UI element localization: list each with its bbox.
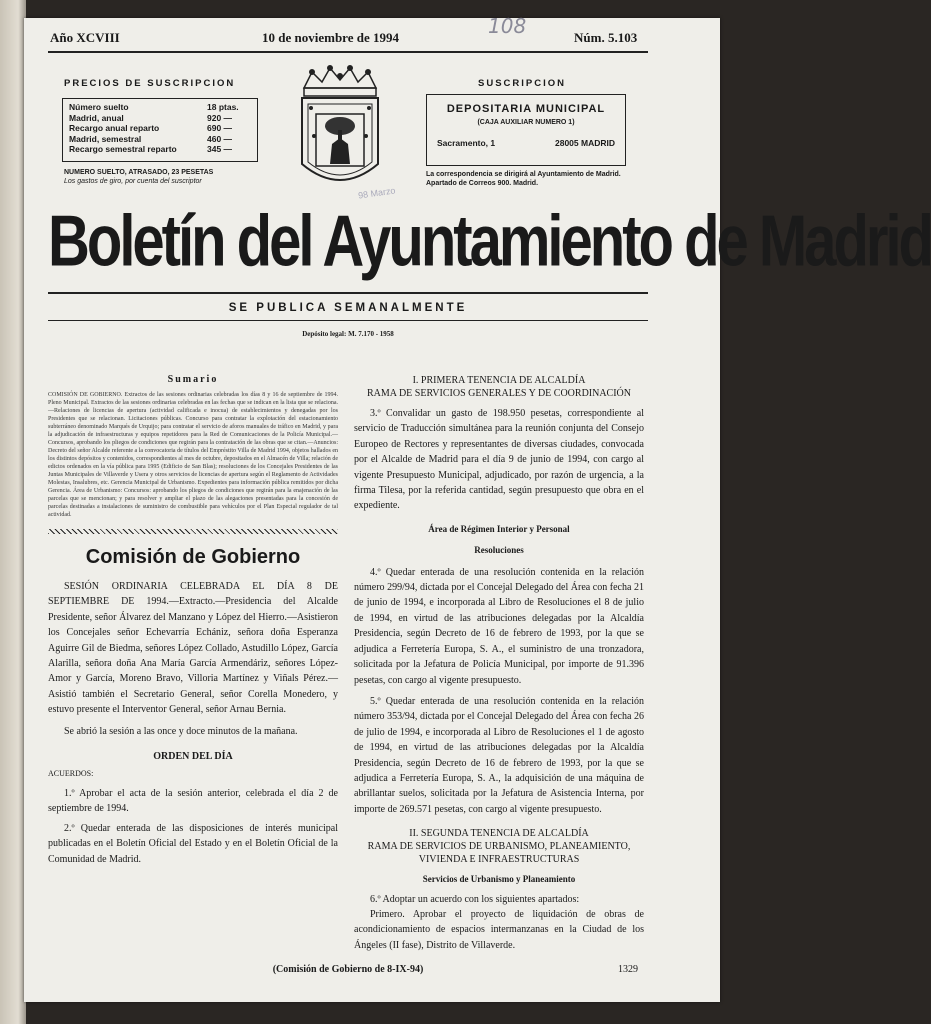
area-heading: Área de Régimen Interior y Personal <box>428 523 570 534</box>
masthead-rule <box>48 292 648 294</box>
agreement-2: 2.º Quedar enterada de las disposiciones de interés municipal publicadas en el Boletín Oficial del Estado y en el Boletín Oficial de la Comunidad de Madrid. <box>48 822 338 865</box>
summary-text: COMISIÓN DE GOBIERNO. Extractos de las sesiones ordinarias celebradas los días 8 y 16 de septiembre de 1994. Pleno Municipal. Extractos de las sesiones ordinarias celebradas en las fechas que se indican en la lista que se relaciona.—Relaciones de licencias de apertura (actividad calificada e inocua) de establecimientos y denegadas por los Presidentes que se relacionan. Licitaciones públicas. Concurso para contratar la explotación del estacionamiento subterráneo denominado Marqués de Urquijo; para contratar el servicio de aforos manuales de tráfico en Madrid, y para la adjudicación de infraestructuras y equipos repetidores para la Red de Comunicaciones de la Policía Municipal.—Concursos, aprobando los pliegos de condiciones que regirán para la contratación de las obras que se citan.—Anuncios: Decreto del señor Alcalde referente a la convocatoria de títulos del Empréstito Villa de Madrid 1994, objetos hallados en los distintos depósitos y contenidos, correspondientes al mes de octubre, depositados en el Almacén de Villa; relación de edictos ordenados en la vía pública para 1995 (Edificio de San Blas); resoluciones de los Concejales Presidentes de las Juntas Municipales de Villaverde y Usera y otros servicios de licencias de apertura según el Reglamento de Actividades Molestas, Insalubres, etc. Gerencia Municipal de Urbanismo. Expedientes para información pública remitidos por dicha Gerencia. Área de Urbanismo: Concursos: aprobando los pliegos de condiciones que regirán para la enajenación de las parcelas que se mencionan; y para resolver y ampliar el plazo de las alegaciones presentadas para la concesión de parcelas destinadas a instalaciones de suministro de combustible para vehículos por el Plan Especial regulador de tal actividad. <box>48 392 338 518</box>
section-title: Comisión de Gobierno <box>85 546 301 568</box>
office-name: DEPOSITARIA MUNICIPAL <box>446 103 606 115</box>
subscription-heading: SUSCRIPCION <box>478 78 566 89</box>
page-number: 1329 <box>618 964 638 975</box>
legal-deposit: Depósito legal: M. 7.170 - 1958 <box>302 330 394 338</box>
office-aux: (CAJA AUXILIAR NUMERO 1) <box>477 119 575 126</box>
second-tenency-branch: RAMA DE SERVICIOS DE URBANISMO, PLANEAMIENTO, VIVIENDA E INFRAESTRUCTURAS <box>367 841 631 866</box>
agreement-1: 1.º Aprobar el acta de la sesión anterior, celebrada el día 2 de septiembre de 1994. <box>48 787 338 815</box>
second-tenency-heading: II. SEGUNDA TENENCIA DE ALCALDÍA <box>409 828 589 840</box>
price-note-2: Los gastos de giro, por cuenta del suscriptor <box>64 178 202 185</box>
section-divider <box>48 529 338 534</box>
price-label: Recargo semestral reparto <box>69 144 177 154</box>
year-label: Año XCVIII <box>50 30 120 45</box>
issue-number: Núm. 5.103 <box>574 30 638 45</box>
price-value: 920 — <box>207 112 233 123</box>
first-tenency-branch: RAMA DE SERVICIOS GENERALES Y DE COORDINACIÓN <box>366 388 632 399</box>
item-3: 3.º Convalidar un gasto de 198.950 pesetas, correspondiente al servicio de Traducción simultánea para la reunión conjunta del Consejo Europeo de Rectores y representantes de diversas ciudades, convocada por el Alcalde de Madrid para el día 9 de junio de 1994, con cargo al vigente Presupuesto Municipal, adjudicado, por razón de urgencia, a la firma Tilesa, por la referida cantidad, según presupuesto que obra en el expediente. <box>354 408 644 512</box>
top-rule <box>48 51 648 53</box>
price-notes <box>64 168 264 186</box>
first-tenency-heading: I. PRIMERA TENENCIA DE ALCALDÍA <box>412 375 586 386</box>
masthead-title: Boletín del Ayuntamiento de Madrid <box>48 200 931 282</box>
subscription-note: La correspondencia se dirigirá al Ayuntamiento de Madrid. Apartado de Correos 900. Madrid. <box>426 171 621 187</box>
issue-date: 10 de noviembre de 1994 <box>262 30 399 45</box>
price-label: Recargo anual reparto <box>69 123 160 133</box>
tagline-rule <box>48 320 648 321</box>
newspaper-page <box>24 14 931 1002</box>
agreements-label: ACUERDOS: <box>48 769 94 779</box>
office-city: 28005 MADRID <box>555 138 615 148</box>
item-6: 6.º Adoptar un acuerdo con los siguientes apartados: <box>370 893 580 905</box>
footer-reference: (Comisión de Gobierno de 8-IX-94) <box>272 964 424 975</box>
prices-heading: PRECIOS DE SUSCRIPCION <box>64 78 236 89</box>
subscription-box <box>426 94 626 166</box>
weekly-tagline: SE PUBLICA SEMANALMENTE <box>228 302 468 314</box>
office-street: Sacramento, 1 <box>437 138 496 148</box>
price-value: 460 — <box>207 133 233 144</box>
left-column <box>48 374 338 867</box>
price-note-1: NUMERO SUELTO, ATRASADO, 23 PESETAS <box>64 169 214 176</box>
price-value: 690 — <box>207 123 233 133</box>
session-paragraph: SESIÓN ORDINARIA CELEBRADA EL DÍA 8 DE SEPTIEMBRE DE 1994.—Extracto.—Presidencia del Alcalde Presidente, señor Álvarez del Manzano y López del Hierro.—Asistieron los Concejales señor Echevarría Echániz, señora doña Esperanza Aguirre Gil de Biedma, señores López Collado, Astudillo López, García Alarilla, señora doña Ana María García Armendáriz, señores López-Amor y García, Moreno Bravo, Villoria Martínez y Viñals Pérez.—Asistió también el Secretario General, señor Corella Monedero, y estuvo presente el Interventor General, señor Arnau Bernia. <box>48 581 338 716</box>
item-6-first: Primero. Aprobar el proyecto de liquidación de obras de acondicionamiento de espacios intermanzanas en la Ciudad de los Ángeles (II fase), Distrito de Villaverde. <box>354 908 644 951</box>
stamp-mark: 98 Marzo <box>357 185 397 201</box>
handwritten-mark: 108 <box>488 14 527 38</box>
price-label: Madrid, anual <box>69 112 124 123</box>
price-value: 345 — <box>207 144 233 154</box>
madrid-coat-of-arms-icon <box>296 64 384 196</box>
previous-page-edge <box>0 0 26 1024</box>
item-4: 4.º Quedar enterada de una resolución contenida en la relación número 299/94, dictada por el Concejal Delegado del Área con fecha 21 de junio de 1994, e incorporada al Libro de Resoluciones el 8 de julio de 1994, en virtud de las atribuciones delegadas por la Alcaldía Presidencia, según Decreto de 16 de febrero de 1993, por la que se adjudica a Ferretería Europa, S. A., el suministro de una tronzadora, solicitada por la Jefatura de Policía Municipal, por importe de 91.396 pesetas, con cargo al vigente presupuesto. <box>354 566 644 686</box>
price-box <box>62 98 258 162</box>
agenda-heading: ORDEN DEL DÍA <box>153 751 233 763</box>
summary-heading: Sumario <box>167 374 219 385</box>
price-value: 18 ptas. <box>207 102 239 112</box>
price-label: Madrid, semestral <box>69 133 142 144</box>
right-column <box>354 374 644 953</box>
urbanism-heading: Servicios de Urbanismo y Planeamiento <box>422 874 576 885</box>
resolutions-heading: Resoluciones <box>474 545 524 556</box>
session-opening: Se abrió la sesión a las once y doce minutos de la mañana. <box>64 725 298 737</box>
price-label: Número suelto <box>69 102 129 112</box>
item-5: 5.º Quedar enterada de una resolución contenida en la relación número 353/94, dictada por el Concejal Delegado del Área con fecha 26 de julio de 1994, e incorporada al Libro de Resoluciones el 1 de agosto de 1994, en virtud de las atribuciones delegadas por la Alcaldía Presidencia, según Decreto de 16 de febrero de 1993, por la que se adjudica a Ferretería Europa, S. A., la adquisición de una máquina de abrillantar suelos, solicitada por la Jefatura de Asistencia Interna, por importe de 269.571 pesetas, con cargo al vigente presupuesto. <box>354 695 644 815</box>
